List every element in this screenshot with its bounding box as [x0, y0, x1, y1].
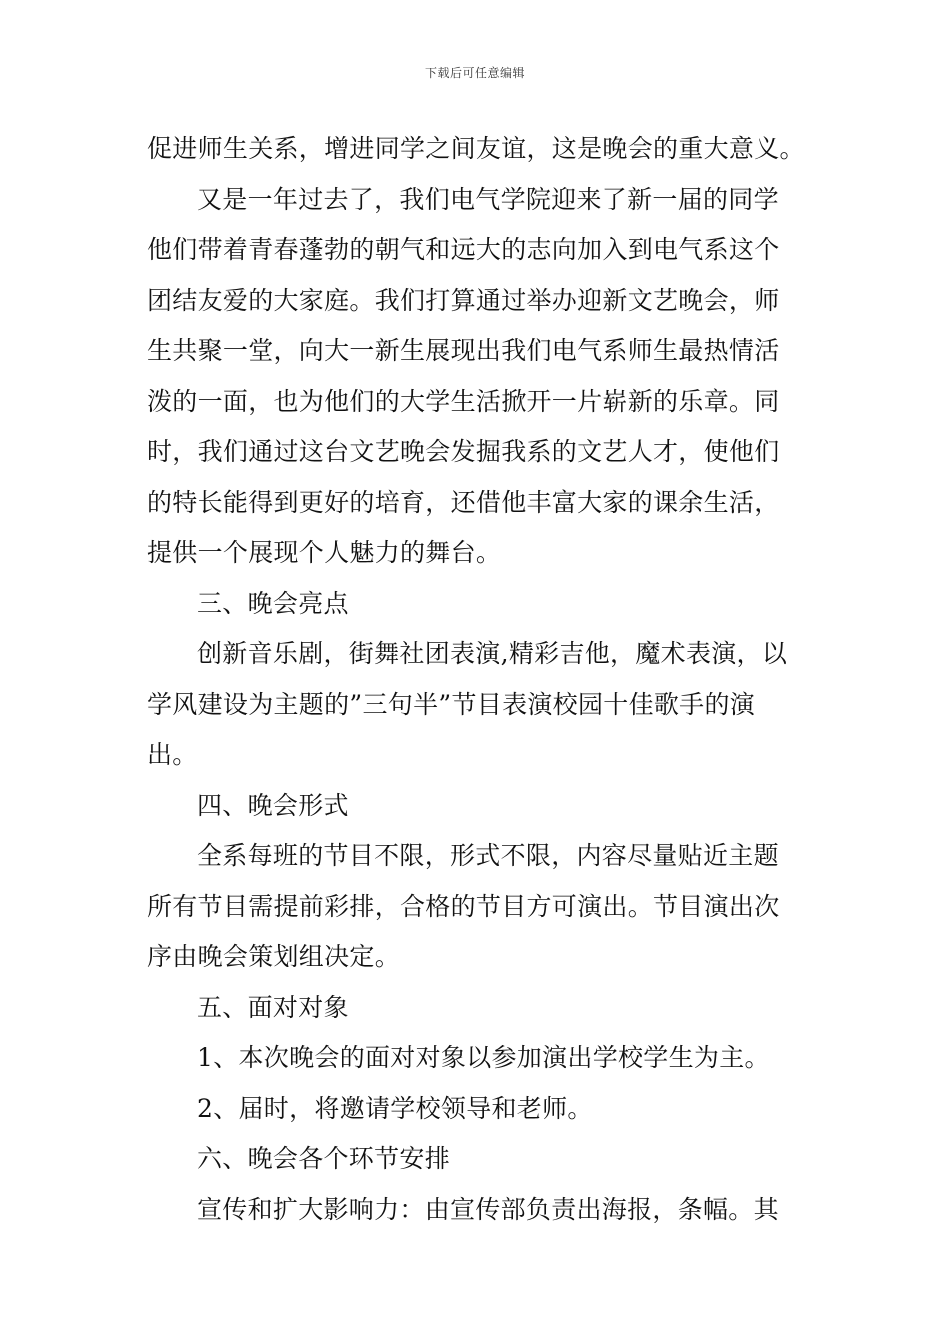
text-line: 序由晚会策划组决定。 [147, 942, 401, 971]
text-line: 的特长能得到更好的培育，还借他丰富大家的课余生活， [147, 487, 780, 517]
text-line: 促进师生关系，增进同学之间友谊，这是晚会的重大意义。 [147, 134, 805, 163]
page-header: 下载后可任意编辑 [424, 66, 525, 80]
text-line: 泼的一面，也为他们的大学生活掀开一片崭新的乐章。同 [147, 386, 780, 416]
section-heading: 六、晚会各个环节安排 [197, 1144, 451, 1173]
text-line: 创新音乐剧，街舞社团表演,精彩吉他，魔术表演，以 [197, 639, 788, 668]
section-heading: 三、晚会亮点 [197, 588, 349, 618]
text-line: 学风建设为主题的”三句半”节目表演校园十佳歌手的演 [147, 689, 756, 719]
text-line: 他们带着青春蓬勃的朝气和远大的志向加入到电气系这个 [147, 235, 780, 264]
text-line: 提供一个展现个人魅力的舞台。 [147, 538, 502, 567]
list-item: 1、本次晚会的面对对象以参加演出学校学生为主。 [197, 1043, 770, 1072]
section-heading: 四、晚会形式 [197, 790, 349, 820]
text-line: 时，我们通过这台文艺晚会发掘我系的文艺人才，使他们 [147, 437, 780, 466]
text-line: 宣传和扩大影响力：由宣传部负责出海报，条幅。其 [197, 1194, 779, 1224]
text-line: 生共聚一堂，向大一新生展现出我们电气系师生最热情活 [147, 336, 780, 365]
text-line: 团结友爱的大家庭。我们打算通过举办迎新文艺晚会，师 [147, 285, 780, 315]
text-line: 所有节目需提前彩排，合格的节目方可演出。节目演出次 [147, 891, 780, 921]
text-line: 又是一年过去了，我们电气学院迎来了新一届的同学 [197, 184, 779, 214]
section-heading: 五、面对对象 [197, 992, 349, 1022]
list-item: 2、届时，将邀请学校领导和老师。 [197, 1093, 593, 1123]
document-body [147, 124, 817, 1235]
text-line: 出。 [147, 740, 198, 769]
text-line: 全系每班的节目不限，形式不限，内容尽量贴近主题 [197, 841, 779, 870]
